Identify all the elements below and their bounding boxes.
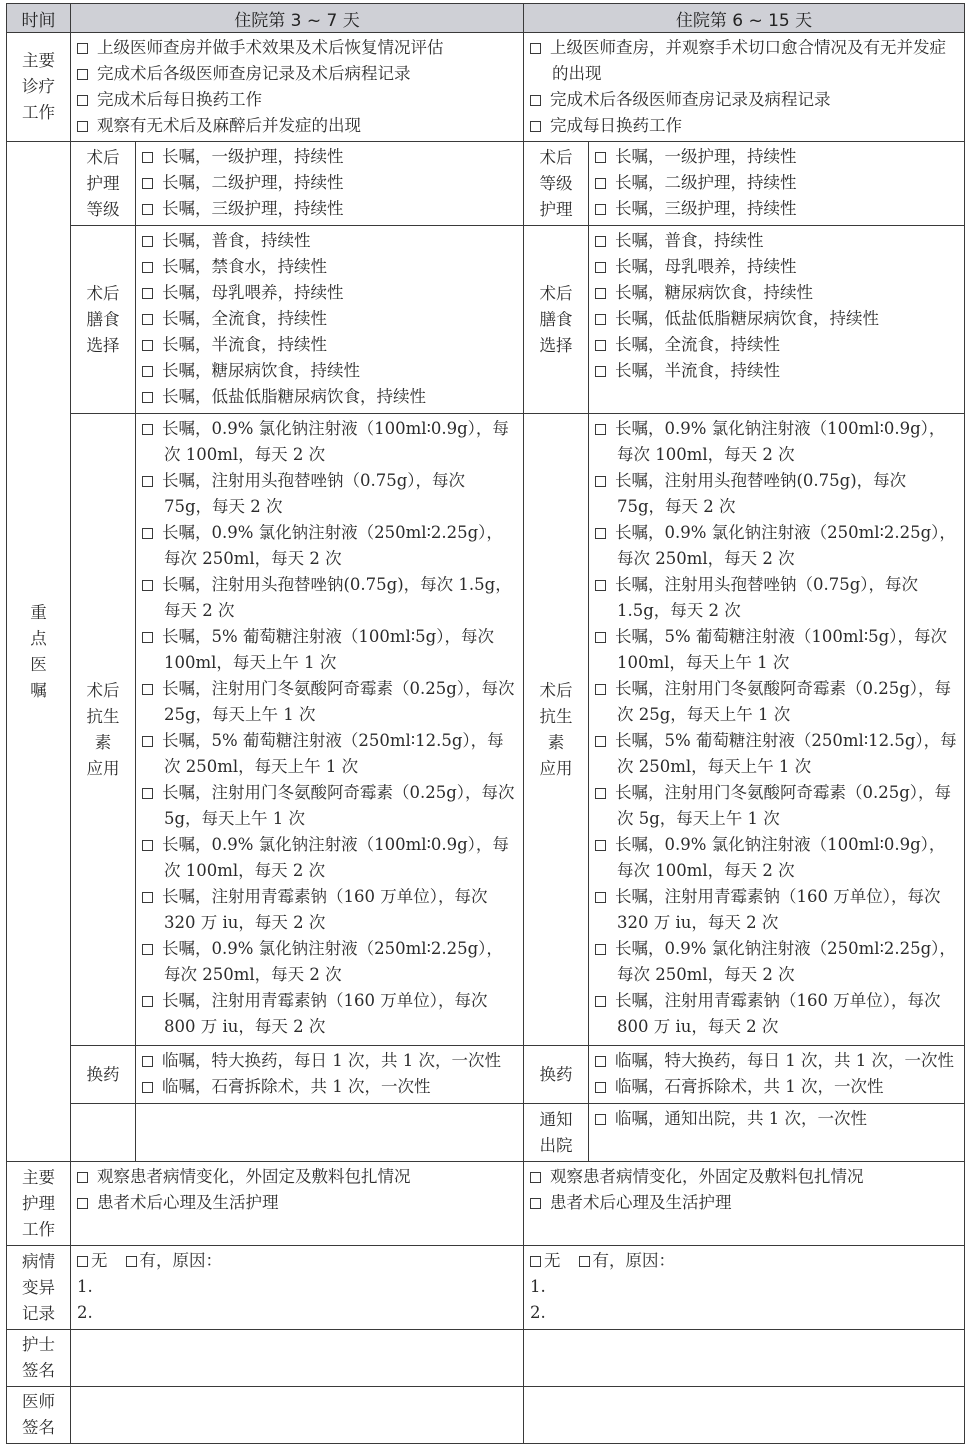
- order-item-text: 长嘱，二级护理，持续性: [615, 173, 797, 192]
- nursing-level-label-2: [524, 142, 589, 226]
- row-label-line: 应用: [86, 758, 120, 778]
- order-item-text: 长嘱，一级护理，持续性: [615, 147, 797, 166]
- row-label-line: 术后: [539, 680, 573, 700]
- order-item-text: 临嘱，特大换药，每日 1 次，共 1 次，一次性: [162, 1051, 501, 1070]
- order-item-text: 长嘱，注射用青霉素钠（160 万单位），每次 320 万 iu，每天 2 次: [162, 887, 488, 932]
- variance-none-checkbox[interactable]: [77, 1256, 88, 1267]
- order-item[interactable]: [142, 280, 517, 306]
- order-item[interactable]: [595, 280, 958, 306]
- row-label-line: 签名: [22, 1361, 55, 1380]
- nurse-sign-row: [7, 1330, 965, 1387]
- order-item[interactable]: [142, 728, 517, 780]
- nursing-level-col2: [589, 142, 965, 226]
- variance-line-2-col2: 2.: [530, 1303, 546, 1322]
- order-checkbox[interactable]: [142, 314, 153, 325]
- order-checkbox[interactable]: [595, 340, 606, 351]
- variance-row: [7, 1246, 965, 1330]
- order-checkbox[interactable]: [595, 178, 606, 189]
- order-item[interactable]: [530, 1190, 958, 1216]
- variance-line-2-col1: 2.: [77, 1303, 93, 1322]
- row-label-line: 术后: [539, 147, 573, 167]
- discharge-col2: [589, 1104, 965, 1162]
- row-label-line: 护理: [539, 199, 573, 219]
- order-item[interactable]: [142, 468, 517, 520]
- order-item[interactable]: [595, 624, 958, 676]
- antibiotics-col1: [136, 414, 524, 1046]
- order-checkbox[interactable]: [530, 1198, 541, 1209]
- order-item[interactable]: [142, 196, 517, 222]
- antibiotics-col2: [589, 414, 965, 1046]
- order-item[interactable]: [142, 884, 517, 936]
- order-item[interactable]: [595, 520, 958, 572]
- order-item-text: 长嘱，注射用门冬氨酸阿奇霉素（0.25g），每次 5g，每天上午 1 次: [162, 783, 515, 828]
- order-item[interactable]: [142, 384, 517, 410]
- order-item[interactable]: [530, 35, 958, 87]
- row-label-line: 膳食: [86, 309, 120, 329]
- order-item-text: 完成每日换药工作: [550, 116, 682, 135]
- order-item[interactable]: [595, 332, 958, 358]
- doctor-sign-col1[interactable]: [71, 1387, 524, 1444]
- order-checkbox[interactable]: [77, 95, 88, 106]
- order-checkbox[interactable]: [595, 1114, 606, 1125]
- variance-none-checkbox[interactable]: [530, 1256, 541, 1267]
- variance-line-1-col2: 1.: [530, 1277, 546, 1296]
- main-work-row: [7, 33, 965, 142]
- order-item-text: 长嘱，母乳喂养，持续性: [162, 283, 344, 302]
- order-item-text: 长嘱，注射用头孢替唑钠（0.75g），每次 75g，每天 2 次: [162, 471, 466, 516]
- order-checkbox[interactable]: [142, 340, 153, 351]
- order-item-text: 长嘱，0.9% 氯化钠注射液（100ml∶0.9g），每次 100ml，每天 2 次: [615, 419, 946, 464]
- diet-label-2: [524, 226, 589, 414]
- order-item[interactable]: [142, 520, 517, 572]
- antibiotics-label-1: [71, 414, 136, 1046]
- row-label-line: 变异: [22, 1277, 55, 1297]
- row-label-line: 重: [30, 602, 47, 622]
- order-item[interactable]: [595, 676, 958, 728]
- row-label-line: 术后: [86, 147, 120, 167]
- discharge-label-1-empty: [71, 1104, 136, 1162]
- order-checkbox[interactable]: [142, 632, 153, 643]
- order-checkbox[interactable]: [142, 684, 153, 695]
- order-item[interactable]: [142, 936, 517, 988]
- order-item[interactable]: [142, 780, 517, 832]
- order-checkbox[interactable]: [142, 262, 153, 273]
- order-checkbox[interactable]: [77, 69, 88, 80]
- order-item[interactable]: [142, 358, 517, 384]
- doctor-sign-label: [7, 1387, 71, 1444]
- row-label-line: 换药: [86, 1064, 120, 1084]
- order-item[interactable]: [142, 1048, 517, 1074]
- order-item[interactable]: [595, 358, 958, 384]
- order-item-text: 长嘱，5% 葡萄糖注射液（100ml∶5g），每次 100ml，每天上午 1 次: [162, 627, 494, 672]
- order-item[interactable]: [77, 1190, 517, 1216]
- order-item[interactable]: [142, 144, 517, 170]
- order-checkbox[interactable]: [595, 236, 606, 247]
- order-item[interactable]: [142, 988, 517, 1040]
- row-label-line: 通知: [539, 1109, 573, 1129]
- order-checkbox[interactable]: [77, 43, 88, 54]
- row-label-line: 主要: [22, 1167, 55, 1187]
- row-label-line: 术后: [86, 680, 120, 700]
- row-label-line: 点: [30, 628, 47, 648]
- order-item-text: 长嘱，全流食，持续性: [162, 309, 327, 328]
- order-item[interactable]: [595, 228, 958, 254]
- order-item-text: 长嘱，注射用头孢替唑钠（0.75g），每次 1.5g，每天 2 次: [615, 575, 919, 620]
- dressing-col2: [589, 1046, 965, 1104]
- order-item[interactable]: [142, 624, 517, 676]
- order-checkbox[interactable]: [595, 314, 606, 325]
- doctor-sign-row: [7, 1387, 965, 1444]
- row-label-line: 等级: [539, 173, 573, 193]
- order-item-text: 长嘱，糖尿病饮食，持续性: [162, 361, 360, 380]
- order-checkbox[interactable]: [142, 944, 153, 955]
- order-item[interactable]: [142, 416, 517, 468]
- variance-yes-label: 有，原因：: [139, 1251, 222, 1270]
- row-label-line: 护理: [22, 1193, 55, 1213]
- order-item[interactable]: [142, 170, 517, 196]
- main-work-label: [7, 33, 71, 142]
- nursing-work-col2: [524, 1162, 965, 1246]
- order-item[interactable]: [530, 1164, 958, 1190]
- variance-options-col1: [77, 1248, 517, 1274]
- order-item-text: 长嘱，母乳喂养，持续性: [615, 257, 797, 276]
- variance-none-label: 无: [544, 1251, 561, 1270]
- order-item[interactable]: [142, 572, 517, 624]
- order-checkbox[interactable]: [142, 476, 153, 487]
- order-item-text: 长嘱，注射用头孢替唑钠(0.75g)，每次 75g，每天 2 次: [615, 471, 907, 516]
- order-checkbox[interactable]: [595, 1056, 606, 1067]
- time-header: 时间: [7, 4, 71, 33]
- key-orders-label: [7, 142, 71, 1162]
- order-checkbox[interactable]: [530, 1172, 541, 1183]
- row-label-line: 护士: [22, 1335, 55, 1354]
- order-checkbox[interactable]: [595, 892, 606, 903]
- row-label-line: 等级: [86, 199, 120, 219]
- order-item-text: 临嘱，通知出院，共 1 次，一次性: [615, 1109, 867, 1128]
- order-item-text: 长嘱，0.9% 氯化钠注射液（250ml∶2.25g），每次 250ml，每天 2 次: [162, 939, 503, 984]
- row-label-line: 工作: [22, 103, 55, 122]
- nurse-sign-label: [7, 1330, 71, 1387]
- nursing-level-label-1: [71, 142, 136, 226]
- row-label-line: 签名: [22, 1418, 55, 1437]
- order-item[interactable]: [77, 87, 517, 113]
- order-checkbox[interactable]: [595, 528, 606, 539]
- nursing-work-row: [7, 1162, 965, 1246]
- order-item[interactable]: [595, 728, 958, 780]
- order-item-text: 完成术后各级医师查房记录及术后病程记录: [97, 64, 411, 83]
- order-item-text: 上级医师查房并做手术效果及术后恢复情况评估: [97, 38, 444, 57]
- discharge-col1-empty: [136, 1104, 524, 1162]
- order-checkbox[interactable]: [595, 1082, 606, 1093]
- variance-label: [7, 1246, 71, 1330]
- discharge-label-2: [524, 1104, 589, 1162]
- row-label-line: 选择: [539, 335, 573, 355]
- variance-line-1-col1: 1.: [77, 1277, 93, 1296]
- order-item[interactable]: [595, 196, 958, 222]
- order-checkbox[interactable]: [595, 580, 606, 591]
- nurse-sign-col1[interactable]: [71, 1330, 524, 1387]
- antibiotics-label-2: [524, 414, 589, 1046]
- order-checkbox[interactable]: [595, 684, 606, 695]
- main-work-col2: [524, 33, 965, 142]
- day-3-7-header: 住院第 3 ~ 7 天: [71, 4, 524, 33]
- row-label-line: 应用: [539, 758, 573, 778]
- order-item[interactable]: [77, 61, 517, 87]
- row-label-line: 医: [30, 654, 47, 674]
- row-label-line: 出院: [539, 1135, 573, 1155]
- order-checkbox[interactable]: [142, 528, 153, 539]
- order-item-text: 长嘱，注射用青霉素钠（160 万单位），每次 800 万 iu，每天 2 次: [162, 991, 488, 1036]
- row-label-line: 工作: [22, 1219, 55, 1239]
- row-label-line: 换药: [539, 1064, 573, 1084]
- order-item[interactable]: [142, 676, 517, 728]
- order-item[interactable]: [595, 170, 958, 196]
- row-label-line: 医师: [22, 1392, 55, 1411]
- row-label-line: 病情: [22, 1251, 55, 1271]
- order-checkbox[interactable]: [595, 262, 606, 273]
- order-item[interactable]: [77, 1164, 517, 1190]
- order-checkbox[interactable]: [595, 736, 606, 747]
- order-item-text: 长嘱，0.9% 氯化钠注射液（250ml∶2.25g），每次 250ml，每天 2 次: [615, 523, 956, 568]
- nurse-sign-col2[interactable]: [524, 1330, 965, 1387]
- day-6-15-header: 住院第 6 ~ 15 天: [524, 4, 965, 33]
- order-item-text: 长嘱，0.9% 氯化钠注射液（100ml∶0.9g），每次 100ml，每天 2 次: [162, 835, 509, 880]
- order-checkbox[interactable]: [77, 121, 88, 132]
- order-item-text: 长嘱，二级护理，持续性: [162, 173, 344, 192]
- order-checkbox[interactable]: [530, 121, 541, 132]
- row-label-line: 嘱: [30, 680, 47, 700]
- order-checkbox[interactable]: [142, 178, 153, 189]
- order-item-text: 长嘱，0.9% 氯化钠注射液（250ml∶2.25g），每次 250ml，每天 2 次: [162, 523, 503, 568]
- antibiotics-row: [7, 414, 965, 1046]
- diet-col2: [589, 226, 965, 414]
- order-checkbox[interactable]: [142, 996, 153, 1007]
- clinical-pathway-page: [6, 3, 964, 1439]
- order-item-text: 长嘱，全流食，持续性: [615, 335, 780, 354]
- order-checkbox[interactable]: [595, 366, 606, 377]
- order-item[interactable]: [595, 988, 958, 1040]
- order-checkbox[interactable]: [595, 840, 606, 851]
- row-label-line: 选择: [86, 335, 120, 355]
- order-item-text: 完成术后各级医师查房记录及病程记录: [550, 90, 831, 109]
- row-label-line: 诊疗: [22, 77, 55, 96]
- order-item[interactable]: [595, 1106, 958, 1132]
- order-item-text: 长嘱，三级护理，持续性: [162, 199, 344, 218]
- variance-options-col2: [530, 1248, 958, 1274]
- order-item-text: 长嘱，三级护理，持续性: [615, 199, 797, 218]
- order-item-text: 观察有无术后及麻醉后并发症的出现: [97, 116, 361, 135]
- order-item[interactable]: [595, 1048, 958, 1074]
- order-item-text: 长嘱，5% 葡萄糖注射液（100ml∶5g），每次 100ml，每天上午 1 次: [615, 627, 947, 672]
- main-work-col1: [71, 33, 524, 142]
- order-checkbox[interactable]: [142, 204, 153, 215]
- row-label-line: 术后: [86, 283, 120, 303]
- order-item-text: 长嘱，一级护理，持续性: [162, 147, 344, 166]
- order-checkbox[interactable]: [142, 152, 153, 163]
- nursing-level-row: [7, 142, 965, 226]
- order-item-text: 完成术后每日换药工作: [97, 90, 262, 109]
- order-item-text: 观察患者病情变化，外固定及敷料包扎情况: [97, 1167, 411, 1186]
- order-item[interactable]: [595, 936, 958, 988]
- order-item-text: 长嘱，禁食水，持续性: [162, 257, 327, 276]
- order-item[interactable]: [530, 87, 958, 113]
- order-item[interactable]: [595, 884, 958, 936]
- order-item[interactable]: [595, 254, 958, 280]
- row-label-line: 记录: [22, 1303, 55, 1323]
- header-row: [7, 4, 965, 33]
- row-label-line: 素: [94, 732, 112, 752]
- dressing-label-1: [71, 1046, 136, 1104]
- order-item-text: 上级医师查房，并观察手术切口愈合情况及有无并发症的出现: [550, 38, 946, 83]
- row-label-line: 术后: [539, 283, 573, 303]
- order-checkbox[interactable]: [77, 1172, 88, 1183]
- order-item-text: 观察患者病情变化，外固定及敷料包扎情况: [550, 1167, 864, 1186]
- order-item-text: 临嘱，特大换药，每日 1 次，共 1 次，一次性: [615, 1051, 954, 1070]
- order-checkbox[interactable]: [142, 1056, 153, 1067]
- order-item[interactable]: [595, 1074, 958, 1100]
- order-item-text: 长嘱，注射用门冬氨酸阿奇霉素（0.25g），每次 25g，每天上午 1 次: [615, 679, 952, 724]
- order-item[interactable]: [530, 113, 958, 139]
- order-item[interactable]: [595, 780, 958, 832]
- order-checkbox[interactable]: [142, 1082, 153, 1093]
- order-item-text: 长嘱，注射用门冬氨酸阿奇霉素（0.25g），每次 25g，每天上午 1 次: [162, 679, 515, 724]
- dressing-label-2: [524, 1046, 589, 1104]
- order-checkbox[interactable]: [142, 236, 153, 247]
- variance-col2[interactable]: [524, 1246, 965, 1330]
- dressing-row: [7, 1046, 965, 1104]
- order-item[interactable]: [595, 306, 958, 332]
- order-item-text: 长嘱，注射用青霉素钠（160 万单位），每次 800 万 iu，每天 2 次: [615, 991, 941, 1036]
- row-label-line: 素: [547, 732, 565, 752]
- order-item-text: 长嘱，普食，持续性: [162, 231, 311, 250]
- order-item[interactable]: [77, 35, 517, 61]
- row-label-line: 护理: [86, 173, 120, 193]
- order-checkbox[interactable]: [595, 152, 606, 163]
- order-item[interactable]: [595, 572, 958, 624]
- order-checkbox[interactable]: [77, 1198, 88, 1209]
- order-item-text: 长嘱，0.9% 氯化钠注射液（100ml∶0.9g），每次 100ml，每天 2 次: [615, 835, 946, 880]
- order-checkbox[interactable]: [595, 996, 606, 1007]
- order-item-text: 长嘱，注射用门冬氨酸阿奇霉素（0.25g），每次 5g，每天上午 1 次: [615, 783, 952, 828]
- row-label-line: 抗生: [539, 706, 573, 726]
- row-label-line: 膳食: [539, 309, 573, 329]
- order-item[interactable]: [595, 468, 958, 520]
- diet-col1: [136, 226, 524, 414]
- order-checkbox[interactable]: [142, 736, 153, 747]
- nursing-work-col1: [71, 1162, 524, 1246]
- order-checkbox[interactable]: [595, 288, 606, 299]
- order-checkbox[interactable]: [142, 424, 153, 435]
- dressing-col1: [136, 1046, 524, 1104]
- order-item-text: 患者术后心理及生活护理: [550, 1193, 732, 1212]
- order-item[interactable]: [142, 332, 517, 358]
- order-checkbox[interactable]: [595, 944, 606, 955]
- order-item[interactable]: [77, 113, 517, 139]
- order-item[interactable]: [142, 306, 517, 332]
- order-item-text: 长嘱，普食，持续性: [615, 231, 764, 250]
- order-item-text: 患者术后心理及生活护理: [97, 1193, 279, 1212]
- order-checkbox[interactable]: [595, 476, 606, 487]
- order-item[interactable]: [595, 416, 958, 468]
- order-item-text: 长嘱，注射用青霉素钠（160 万单位），每次 320 万 iu，每天 2 次: [615, 887, 941, 932]
- order-checkbox[interactable]: [142, 366, 153, 377]
- order-item[interactable]: [595, 832, 958, 884]
- variance-col1[interactable]: [71, 1246, 524, 1330]
- order-checkbox[interactable]: [595, 632, 606, 643]
- order-item-text: 临嘱，石膏拆除术，共 1 次，一次性: [162, 1077, 431, 1096]
- nursing-level-col1: [136, 142, 524, 226]
- variance-yes-label: 有，原因：: [592, 1251, 675, 1270]
- order-item[interactable]: [142, 832, 517, 884]
- variance-none-label: 无: [91, 1251, 108, 1270]
- diet-label-1: [71, 226, 136, 414]
- order-checkbox[interactable]: [530, 95, 541, 106]
- clinical-pathway-table: [6, 3, 965, 1444]
- order-checkbox[interactable]: [530, 43, 541, 54]
- order-checkbox[interactable]: [595, 424, 606, 435]
- order-item-text: 长嘱，0.9% 氯化钠注射液（250ml∶2.25g），每次 250ml，每天 2 次: [615, 939, 956, 984]
- order-checkbox[interactable]: [142, 392, 153, 403]
- order-item[interactable]: [142, 228, 517, 254]
- order-checkbox[interactable]: [142, 580, 153, 591]
- discharge-row: [7, 1104, 965, 1162]
- order-item-text: 长嘱，糖尿病饮食，持续性: [615, 283, 813, 302]
- order-checkbox[interactable]: [595, 788, 606, 799]
- row-label-line: 主要: [22, 51, 55, 70]
- order-item-text: 长嘱，注射用头孢替唑钠(0.75g)，每次 1.5g，每天 2 次: [162, 575, 512, 620]
- order-item-text: 临嘱，石膏拆除术，共 1 次，一次性: [615, 1077, 884, 1096]
- order-item-text: 长嘱，半流食，持续性: [162, 335, 327, 354]
- order-item-text: 长嘱，半流食，持续性: [615, 361, 780, 380]
- order-checkbox[interactable]: [142, 288, 153, 299]
- order-item[interactable]: [595, 144, 958, 170]
- order-checkbox[interactable]: [142, 892, 153, 903]
- row-label-line: 抗生: [86, 706, 120, 726]
- diet-row: [7, 226, 965, 414]
- nursing-work-label: [7, 1162, 71, 1246]
- order-item-text: 长嘱，5% 葡萄糖注射液（250ml∶12.5g），每次 250ml，每天上午 1 次: [162, 731, 504, 776]
- order-item-text: 长嘱，0.9% 氯化钠注射液（100ml∶0.9g），每次 100ml，每天 2 次: [162, 419, 509, 464]
- variance-yes-checkbox[interactable]: [579, 1256, 590, 1267]
- order-item[interactable]: [142, 1074, 517, 1100]
- variance-yes-checkbox[interactable]: [126, 1256, 137, 1267]
- order-checkbox[interactable]: [142, 840, 153, 851]
- order-checkbox[interactable]: [595, 204, 606, 215]
- order-item-text: 长嘱，低盐低脂糖尿病饮食，持续性: [615, 309, 879, 328]
- order-item-text: 长嘱，低盐低脂糖尿病饮食，持续性: [162, 387, 426, 406]
- doctor-sign-col2[interactable]: [524, 1387, 965, 1444]
- order-checkbox[interactable]: [142, 788, 153, 799]
- order-item-text: 长嘱，5% 葡萄糖注射液（250ml∶12.5g），每次 250ml，每天上午 1 次: [615, 731, 957, 776]
- order-item[interactable]: [142, 254, 517, 280]
